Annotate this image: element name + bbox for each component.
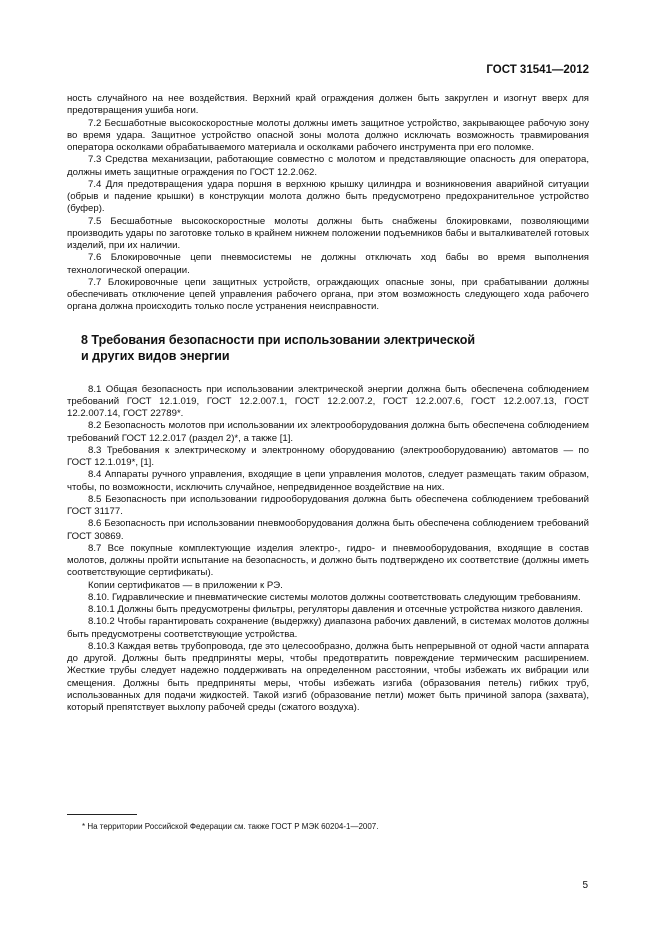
paragraph-8-6: 8.6 Безопасность при использовании пневмооборудования должна быть обеспечена соблюдением требований ГОСТ 30869. xyxy=(67,518,589,542)
paragraph-8-10-3: 8.10.3 Каждая ветвь трубопровода, где это целесообразно, должна быть непрерывной от одной части аппарата до другой. Должны быть предприняты меры, чтобы предотвратить повреждение термическим расширением. Жесткие трубы следует надежно поддерживать на определенном расстоянии, чтобы избежать их вибрации или смещения. Должны быть предприняты меры, чтобы избежать изгиба (образования петель) гибких труб, использованных для подачи жидкостей. Такой изгиб (образование петли) может быть причиной запора (захвата), который препятствует выхлопу рабочей среды (сжатого воздуха). xyxy=(67,640,589,713)
footnote: * На территории Российской Федерации см. также ГОСТ Р МЭК 60204-1—2007. xyxy=(82,822,379,831)
page-body xyxy=(67,93,589,714)
paragraph-8-5: 8.5 Безопасность при использовании гидрооборудования должна быть обеспечена соблюдением требований ГОСТ 31177. xyxy=(67,493,589,517)
paragraph-7-3: 7.3 Средства механизации, работающие совместно с молотом и представляющие опасность для оператора, должны иметь защитные ограждения по ГОСТ 12.2.062. xyxy=(67,154,589,178)
paragraph-7-5: 7.5 Бесшаботные высокоскоростные молоты должны быть снабжены блокировками, позволяющими производить удары по заготовке только в крайнем нижнем положении подъемников бабы и выталкивателей готовых изделий, при их наличии. xyxy=(67,215,589,251)
paragraph-continuation: ность случайного на нее воздействия. Верхний край ограждения должен быть закруглен и изогнут вверх для предотвращения ушиба ноги. xyxy=(67,93,589,117)
paragraph-8-10: 8.10. Гидравлические и пневматические системы молотов должны соответствовать следующим требованиям. xyxy=(88,591,581,603)
standard-designation: ГОСТ 31541—2012 xyxy=(486,64,589,76)
section-8-heading-line1: 8 Требования безопасности при использовании электрической xyxy=(81,332,476,347)
paragraph-8-10-1: 8.10.1 Должны быть предусмотрены фильтры, регуляторы давления и отсечные устройства низкого давления. xyxy=(88,604,583,615)
paragraph-7-4: 7.4 Для предотвращения удара поршня в верхнюю крышку цилиндра и возникновения аварийной ситуации (обрыв и падение крышки) в конструкции молота должно быть предусмотрено предохранительное устройство (буфер). xyxy=(67,178,589,215)
paragraph-8-10-2: 8.10.2 Чтобы гарантировать сохранение (выдержку) диапазона рабочих давлений, в системах молотов должны быть предусмотрены соответствующие устройства. xyxy=(67,616,589,640)
paragraph-8-7: 8.7 Все покупные комплектующие изделия электро-, гидро- и пневмооборудования, входящие в состав молотов, должны пройти испытание на безопасность, и должно быть подтверждено их соответствие (должны иметь соответствующие сертификаты). xyxy=(67,542,589,579)
paragraph-8-2: 8.2 Безопасность молотов при использовании их электрооборудования должна быть обеспечена соблюдением требований ГОСТ 12.2.017 (раздел 2)*, а также [1]. xyxy=(67,420,589,444)
paragraph-8-4: 8.4 Аппараты ручного управления, входящие в цепи управления молотов, следует размещать таким образом, чтобы, по возможности, исключить случайное, непредвиденное воздействие на них. xyxy=(67,469,589,493)
page-number: 5 xyxy=(582,880,588,891)
paragraph-8-3: 8.3 Требования к электрическому и электронному оборудованию (электрооборудованию) автоматов — по ГОСТ 12.1.019*, [1]. xyxy=(67,444,589,468)
paragraph-8-1: 8.1 Общая безопасность при использовании электрической энергии должна быть обеспечена соблюдением требований ГОСТ 12.1.019, ГОСТ 12.2.007.1, ГОСТ 12.2.007.2, ГОСТ 12.2.007.6, ГОСТ 12.2.007.13, ГОСТ 12.2.007.14, ГОСТ 22789*. xyxy=(67,383,589,419)
section-8-heading-line2: и других видов энергии xyxy=(81,348,230,363)
paragraph-certificates: Копии сертификатов — в приложении к РЭ. xyxy=(88,579,283,591)
paragraph-7-6: 7.6 Блокировочные цепи пневмосистемы не должны отключать ход бабы во время выполнения технологической операции. xyxy=(67,252,589,276)
footnote-divider xyxy=(67,814,137,815)
section-8-heading xyxy=(67,332,589,364)
paragraph-7-7: 7.7 Блокировочные цепи защитных устройств, ограждающих опасные зоны, при срабатывании должны обеспечивать отключение цепей управления рабочего органа, при этом возможность следующего хода рабочего органа должна происходить только после устранения неисправности. xyxy=(67,276,589,313)
paragraph-7-2: 7.2 Бесшаботные высокоскоростные молоты должны иметь защитное устройство, закрывающее рабочую зону во время удара. Защитное устройство опасной зоны молота должно исключать возможность травмирования оператора осколками обрабатываемого материала и осколками рабочего инструмента при его поломке. xyxy=(67,117,589,153)
